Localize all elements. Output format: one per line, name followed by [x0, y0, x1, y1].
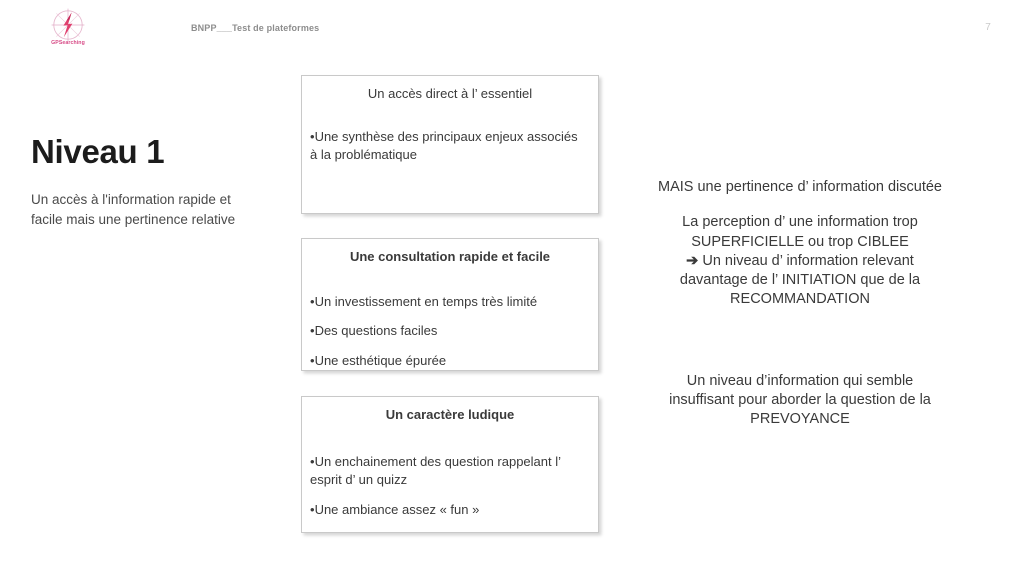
right-line-2	[655, 252, 945, 310]
feature-box-ludique	[301, 396, 599, 533]
list-item-text: Un investissement en temps très limité	[314, 293, 538, 309]
feature-box-title: Un caractère ludique	[385, 407, 515, 422]
list-item	[310, 322, 582, 340]
page-subtitle: Un accès à l'information rapide et facile mais une pertinence relative	[31, 192, 236, 227]
right-arrow-icon: ➔	[686, 252, 699, 269]
bullet-icon: •	[310, 501, 315, 517]
right-line-2-text: Un niveau d’ information relevant davantage de l’ INITIATION que de la RECOMMANDATION	[679, 252, 921, 308]
brand-logo	[47, 7, 89, 55]
bullet-icon: •	[310, 323, 315, 339]
list-item	[310, 128, 582, 165]
right-line-1: La perception d’ une information trop SUPERFICIELLE ou trop CIBLEE	[682, 214, 918, 250]
document-title: BNPP___Test de plateformes	[191, 23, 320, 33]
left-column	[31, 134, 261, 229]
list-item	[310, 293, 582, 311]
bullet-icon: •	[310, 293, 315, 309]
right-heading: MAIS une pertinence d’ information discutée	[658, 179, 942, 195]
right-column	[655, 178, 945, 430]
feature-box-bullet-list	[302, 293, 598, 370]
bullet-icon: •	[310, 352, 315, 368]
bullet-icon: •	[310, 128, 315, 144]
list-item-text: Une esthétique épurée	[314, 352, 447, 368]
bullet-icon: •	[310, 453, 315, 469]
page-title: Niveau 1	[31, 133, 165, 170]
list-item-text: Une synthèse des principaux enjeux associés à la problématique	[310, 128, 578, 163]
page-number: 7	[985, 22, 991, 33]
list-item	[310, 453, 582, 490]
feature-box-consultation	[301, 238, 599, 371]
list-item	[310, 501, 582, 519]
list-item	[310, 352, 582, 370]
feature-box-access-direct	[301, 75, 599, 214]
feature-box-bullet-list	[302, 453, 598, 519]
list-item-text: Un enchainement des question rappelant l’ esprit d’ un quizz	[310, 453, 561, 488]
right-closing: Un niveau d’information qui semble insuffisant pour aborder la question de la PREVOYANCE	[669, 372, 931, 428]
feature-box-title: Une consultation rapide et facile	[349, 249, 551, 264]
list-item-text: Des questions faciles	[314, 323, 438, 339]
list-item-text: Une ambiance assez « fun »	[314, 501, 480, 517]
logo-wordmark: GPSearching	[51, 40, 85, 46]
feature-box-title: Un accès direct à l’ essentiel	[367, 86, 533, 101]
feature-box-bullet-list	[302, 128, 598, 165]
compass-lightning-logo-icon	[50, 7, 86, 43]
